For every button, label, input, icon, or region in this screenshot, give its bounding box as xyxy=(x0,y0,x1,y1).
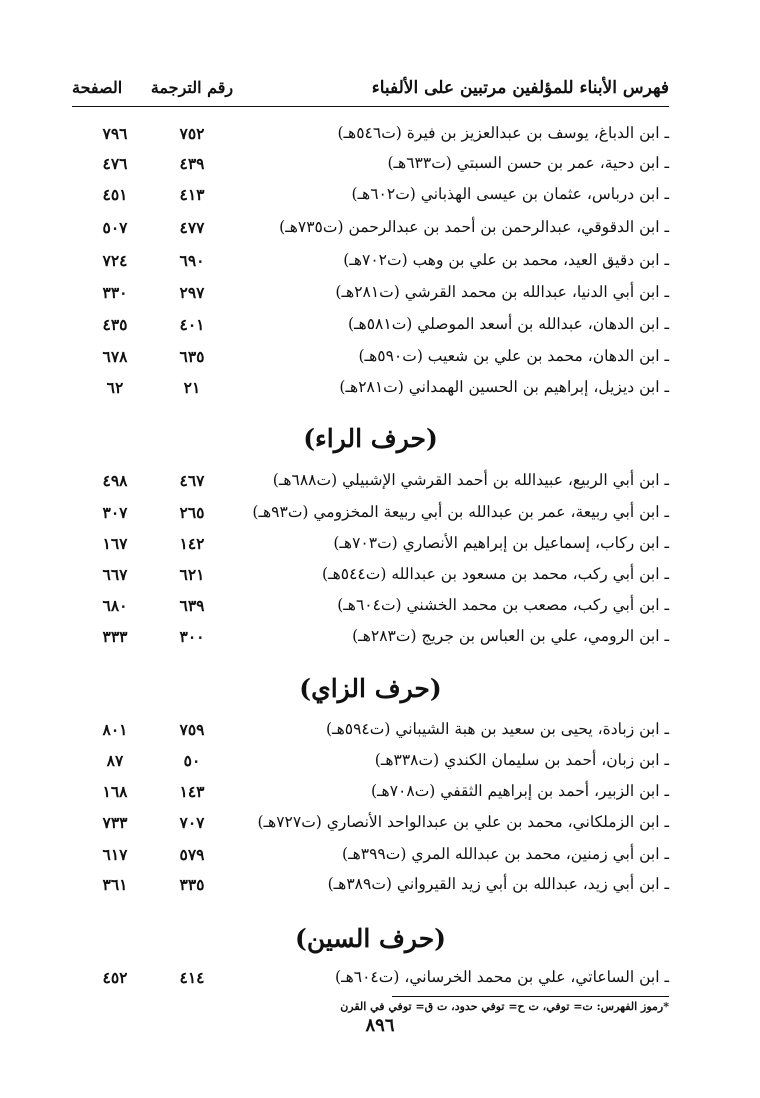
entry-text: ـ ابن زبان، أحمد بن سليمان الكندي (ت٣٣٨هـ) xyxy=(374,751,669,769)
header-column-number: رقم الترجمة xyxy=(150,78,234,97)
entry-page: ٣٣٣ xyxy=(102,627,128,646)
index-row xyxy=(72,312,669,342)
header-column-page: الصفحة xyxy=(72,78,123,97)
section-heading-raa: (حرف الراء) xyxy=(303,424,438,453)
entry-text: ـ ابن الدباغ، يوسف بن عبدالعزيز بن فيرة (ت٥٤٦هـ) xyxy=(337,124,669,142)
entry-number: ٤٦٧ xyxy=(179,471,205,490)
entry-number: ٤٠١ xyxy=(179,315,205,334)
entry-number: ٦٩٠ xyxy=(179,251,205,270)
entry-page: ٥٠٧ xyxy=(102,218,128,237)
entry-text: ـ ابن أبي ركب، محمد بن مسعود بن عبدالله (ت٥٤٤هـ) xyxy=(322,565,669,583)
entry-page: ٧٩٦ xyxy=(102,124,128,143)
index-row xyxy=(72,965,669,995)
entry-page: ٨٧ xyxy=(106,751,124,770)
index-row xyxy=(72,779,669,809)
index-row xyxy=(72,531,669,561)
entry-page: ٦٢ xyxy=(106,378,124,397)
entry-number: ٤٧٧ xyxy=(179,218,205,237)
entry-text: ـ ابن أبي الدنيا، عبدالله بن محمد القرشي (ت٢٨١هـ) xyxy=(335,283,669,301)
entry-page: ٤٣٥ xyxy=(102,315,128,334)
index-row xyxy=(72,810,669,840)
entry-text: ـ ابن الساعاتي، علي بن محمد الخرساني، (ت٦٠٤هـ) xyxy=(335,968,669,986)
entry-text: ـ ابن درباس، عثمان بن عيسى الهذباني (ت٦٠٢هـ) xyxy=(351,185,669,203)
footnote: *رموز الفهرس: ت= توفي، ت ح= توفي حدود، ت ق= توفي في القرن xyxy=(340,1000,669,1013)
index-row xyxy=(72,215,669,245)
entry-page: ٣٦١ xyxy=(102,875,128,894)
entry-number: ٧٥٢ xyxy=(179,124,205,143)
header-divider xyxy=(72,106,669,107)
entry-text: ـ ابن الدهان، عبدالله بن أسعد الموصلي (ت٥٨١هـ) xyxy=(347,315,669,333)
entry-page: ٤٧٦ xyxy=(102,154,128,173)
running-header xyxy=(72,74,669,106)
entry-number: ١٤٣ xyxy=(179,782,205,801)
entry-text: ـ ابن أبي الربيع، عبيدالله بن أحمد القرشي الإشبيلي (ت٦٨٨هـ) xyxy=(272,471,669,489)
entry-number: ٧٥٩ xyxy=(179,720,205,739)
index-row xyxy=(72,624,669,654)
section-heading-zay: (حرف الزاي) xyxy=(299,674,442,703)
entry-text: ـ ابن ديزيل، إبراهيم بن الحسين الهمداني (ت٢٨١هـ) xyxy=(339,378,669,396)
entry-text: ـ ابن دحية، عمر بن حسن السبتي (ت٦٣٣هـ) xyxy=(387,154,669,172)
index-row xyxy=(72,468,669,498)
entry-text: ـ ابن الرومي، علي بن العباس بن جريج (ت٢٨٣هـ) xyxy=(352,627,669,645)
index-row xyxy=(72,872,669,902)
entry-page: ٦٨٠ xyxy=(102,596,128,615)
entry-number: ٢٦٥ xyxy=(179,503,205,522)
index-row xyxy=(72,182,669,212)
entry-page: ١٦٧ xyxy=(102,534,128,553)
index-row xyxy=(72,593,669,623)
entry-number: ٥٧٩ xyxy=(179,845,205,864)
entry-text: ـ ابن الدهان، محمد بن علي بن شعيب (ت٥٩٠هـ) xyxy=(358,347,669,365)
entry-page: ٤٥٢ xyxy=(102,968,128,987)
page-number: ٨٩٦ xyxy=(365,1015,395,1036)
index-row xyxy=(72,121,669,151)
entry-number: ٦٣٥ xyxy=(179,347,205,366)
entry-number: ٤٣٩ xyxy=(179,154,205,173)
entry-number: ٢٩٧ xyxy=(179,283,205,302)
index-row xyxy=(72,344,669,374)
header-title: فهرس الأبناء للمؤلفين مرتبين على الألفباء xyxy=(371,78,669,98)
index-row xyxy=(72,280,669,310)
entry-number: ١٤٢ xyxy=(179,534,205,553)
entry-text: ـ ابن زبادة، يحيى بن سعيد بن هبة الشيباني (ت٥٩٤هـ) xyxy=(326,720,669,738)
entry-page: ٧٢٤ xyxy=(102,251,128,270)
entry-text: ـ ابن الزملكاني، محمد بن علي بن عبدالواحد الأنصاري (ت٧٢٧هـ) xyxy=(257,813,669,831)
entry-text: ـ ابن ركاب، إسماعيل بن إبراهيم الأنصاري (ت٧٠٣هـ) xyxy=(333,534,669,552)
index-row xyxy=(72,248,669,278)
entry-text: ـ ابن دقيق العيد، محمد بن علي بن وهب (ت٧٠٢هـ) xyxy=(343,251,669,269)
index-row xyxy=(72,151,669,181)
index-row xyxy=(72,562,669,592)
entry-text: ـ ابن أبي ربيعة، عمر بن عبدالله بن أبي ربيعة المخزومي (ت٩٣هـ) xyxy=(252,503,669,521)
entry-page: ٦٧٨ xyxy=(102,347,128,366)
entry-page: ٤٩٨ xyxy=(102,471,128,490)
entry-text: ـ ابن أبي زمنين، محمد بن عبدالله المري (ت٣٩٩هـ) xyxy=(342,845,669,863)
entry-text: ـ ابن الزبير، أحمد بن إبراهيم الثقفي (ت٧٠٨هـ) xyxy=(370,782,669,800)
entry-number: ٤١٣ xyxy=(179,185,205,204)
entry-page: ٨٠١ xyxy=(102,720,128,739)
entry-number: ٧٠٧ xyxy=(179,813,205,832)
entry-number: ٢١ xyxy=(183,378,201,397)
entry-number: ٥٠ xyxy=(183,751,201,770)
entry-page: ٧٣٣ xyxy=(102,813,128,832)
entry-text: ـ ابن أبي زيد، عبدالله بن أبي زيد القيرواني (ت٣٨٩هـ) xyxy=(327,875,669,893)
entry-number: ٦٢١ xyxy=(179,565,205,584)
section-heading-seen: (حرف السين) xyxy=(295,924,446,953)
index-row xyxy=(72,375,669,405)
entry-page: ٣٠٧ xyxy=(102,503,128,522)
index-row xyxy=(72,500,669,530)
index-row xyxy=(72,717,669,747)
entry-page: ٤٥١ xyxy=(102,185,128,204)
entry-page: ٣٣٠ xyxy=(102,283,128,302)
index-row xyxy=(72,748,669,778)
footnote-divider xyxy=(392,996,669,997)
entry-page: ١٦٨ xyxy=(102,782,128,801)
entry-number: ٦٣٩ xyxy=(179,596,205,615)
entry-number: ٣٠٠ xyxy=(179,627,205,646)
entry-number: ٤١٤ xyxy=(179,968,205,987)
index-row xyxy=(72,842,669,872)
entry-text: ـ ابن الدقوقي، عبدالرحمن بن أحمد بن عبدالرحمن (ت٧٣٥هـ) xyxy=(279,218,669,236)
entry-text: ـ ابن أبي ركب، مصعب بن محمد الخشني (ت٦٠٤هـ) xyxy=(337,596,669,614)
entry-page: ٦١٧ xyxy=(102,845,128,864)
entry-page: ٦٦٧ xyxy=(102,565,128,584)
entry-number: ٣٣٥ xyxy=(179,875,205,894)
